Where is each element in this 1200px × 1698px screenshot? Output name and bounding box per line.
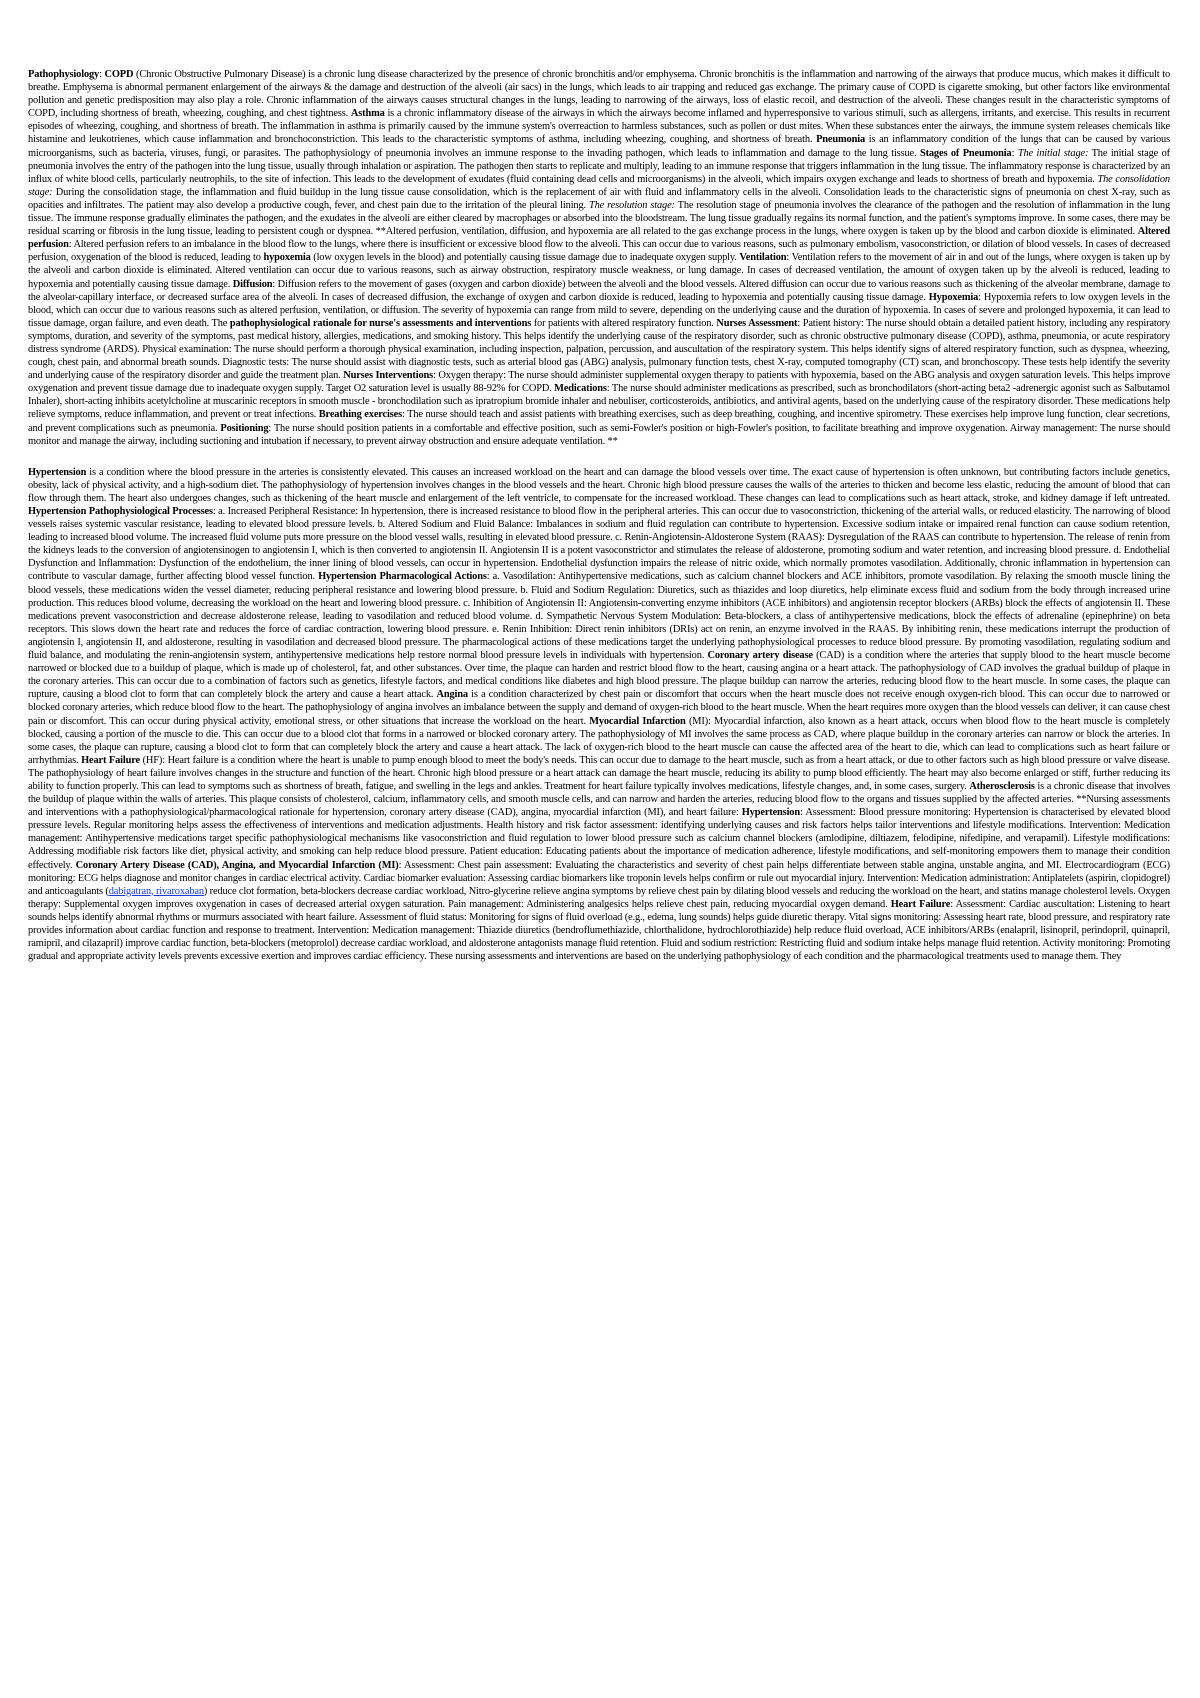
text-nurses-assessment: : Patient history: The nurse should obtain a detailed patient history, including any respiratory symptoms, duration, and severity of the symptoms, past medical history, allergies, medications, and smoking history. This helps identify the underlying cause of the respiratory disorder, such as chronic obstructive pulmonary disease (COPD), asthma, pneumonia, or acute respiratory distress syndrome (ARDS). Physical examination: The nurse should perform a thorough physical examination, including inspection, palpation, percussion, and auscultation of the respiratory system. This helps identify signs of altered respiratory function, such as dyspnea, wheezing, cough, chest pain, and abnormal breath sounds. Diagnostic tests: The nurse should assist with diagnostic tests, such as arterial blood gas (ABG) analysis, pulmonary function tests, chest X-ray, computed tomography (CT) scan, and bronchoscopy. These tests help identify the severity and underlying cause of the respiratory disorder and guide the treatment plan. (28, 317, 1171, 382)
heading-htn-pharmacological: Hypertension Pharmacological Actions (318, 571, 487, 583)
term-pneumonia: Pneumonia (816, 134, 865, 146)
text-htn-processes: : a. Increased Peripheral Resistance: In hypertension, there is increased resistance to blood flow in the peripheral arteries. This can occur due to vasoconstriction, thickening of the arterial walls, or reduced elasticity. The narrowing of blood vessels raises systemic vascular resistance, leading to elevated blood pressure levels. b. Altered Sodium and Fluid Balance: Imbalances in sodium and fluid regulation can contribute to hypertension. Excessive sodium intake or impaired renal function can cause sodium retention, leading to increased blood volume. The increased fluid volume puts more pressure on the blood vessel walls, resulting in elevated blood pressure. c. Renin-Angiotensin-Aldosterone System (RAAS): Dysregulation of the RAAS can contribute to hypertension. The release of renin from the kidneys leads to the conversion of angiotensinogen to angiotensin I, which is then converted to angiotensin II. Angiotensin II is a potent vasoconstrictor and stimulates the release of aldosterone, promoting sodium and water retention, and increasing blood pressure. d. Endothelial Dysfunction and Inflammation: Dysfunction of the endothelium, the inner lining of blood vessels, can occur in hypertension. Endothelial dysfunction impairs the release of nitric oxide, which normally promotes vasodilation. Additionally, chronic inflammation in hypertension can contribute to vascular damage, further affecting blood vessel function. (28, 506, 1170, 583)
text-myocardial-infarction: (MI): Myocardial infarction, also known as a heart attack, occurs when blood flow to the heart muscle is completely blocked, causing a portion of the muscle to die. This can occur due to a blood clot that forms in a narrowed or blocked coronary artery. The pathophysiology of MI involves the same process as CAD, where plaque buildup in the coronary arteries can narrow or block the arteries. In some cases, the plaque can rupture, causing a blood clot to form that can completely block the artery and cause a heart attack. The lack of oxygen-rich blood to the heart muscle can cause the affected area of the heart to die, which can lead to complications such as heart failure or arrhythmias. (28, 715, 1170, 766)
text-htn-pharmacological: : a. Vasodilation: Antihypertensive medications, such as calcium channel blockers and ACE inhibitors, promote vasodilation. By relaxing the smooth muscle lining the blood vessels, these medications widen the vessel diameter, reducing peripheral resistance and lowering blood pressure. b. Fluid and Sodium Regulation: Diuretics, such as thiazides and loop diuretics, help eliminate excess fluid and sodium from the body through increased urine production. This reduces blood volume, decreasing the workload on the heart and lowering blood pressure. c. Inhibition of Angiotensin II: Angiotensin-converting enzyme inhibitors (ACE inhibitors) and angiotensin receptor blockers (ARBs) block the effects of angiotensin II. These medications prevent vasoconstriction and decrease aldosterone release, leading to vasodilation and reduced blood volume. d. Sympathetic Nervous System Modulation: Beta-blockers, a class of antihypertensive medications, block the effects of adrenaline (epinephrine) on beta receptors. This slows down the heart rate and reduces the force of cardiac contraction, lowering blood pressure. e. Renin Inhibition: Direct renin inhibitors (DRIs) act on renin, an enzyme involved in the RAAS. By inhibiting renin, these medications interrupt the production of angiotensin I, angiotensin II, and aldosterone, resulting in vasodilation and decreased blood pressure. The pharmacological actions of these medications target the underlying pathophysiological processes to reduce blood pressure. By promoting vasodilation, regulating sodium and fluid balance, and modulating the renin-angiotensin system, antihypertensive medications help restore normal blood pressure levels in individuals with hypertension. (28, 571, 1171, 662)
text-hypertension-nursing: : Assessment: Blood pressure monitoring: Hypertension is characterised by elevated blood pressure levels. Regular monitoring helps assess the effectiveness of interventions and medication adjustments. Health history and risk factor assessment: identifying underlying causes and risk factors helps tailor interventions and lifestyle modifications. Intervention: Medication management: Antihypertensive medications target specific pathophysiological mechanisms like vasoconstriction and fluid regulation to lower blood pressure such as calcium channel blockers (amlodipine, diltiazem, felodipine, nifedipine, and verapamil). Lifestyle modifications: Addressing modifiable risk factors like diet, physical activity, and smoking can help reduce blood pressure. Patient education: Educating patients about the importance of medication adherence, lifestyle modifications, and self-monitoring empowers them to manage their condition effectively. (28, 807, 1170, 871)
term-hypoxemia-inline: hypoxemia (263, 252, 311, 264)
text-positioning: : The nurse should position patients in a comfortable and effective position, such as semi-Fowler's position or high-Fowler's position, to facilitate breathing and improve oxygenation. Airway management: The nurse should monitor and manage the airway, including suctioning and intubation if necessary, to prevent airway obstruction and ensure adequate ventilation. ** (28, 422, 1170, 447)
text-atherosclerosis: is a chronic disease that involves the buildup of plaque within the walls of arteries. This plaque consists of cholesterol, calcium, inflammatory cells, and smooth muscle cells, and can narrow and harden the arteries, reducing blood flow to the organs and tissues supplied by the affected arteries. **Nursing assessments and interventions with a pathophysiological/pharmacological rationale for hypertension, coronary artery disease (CAD), angina, myocardial infarction (MI), and heart failure: (28, 780, 1170, 819)
term-angina: Angina (436, 689, 468, 701)
text-heart-failure-nursing: : Assessment: Cardiac auscultation: Listening to heart sounds helps identify abnormal rhythms or murmurs associated with heart failure. Assessment of fluid status: Monitoring for signs of fluid overload (e.g., edema, lung sounds) helps guide diuretic therapy. Vital signs monitoring: Assessing heart rate, blood pressure, and respiratory rate provides information about cardiac function and response to treatment. Intervention: Medication management: Thiazide diuretics (bendroflumethiazide, chlorthalidone, hydrochlorothiazide) help reduce fluid overload, ACE inhibitors/ARBs (enalapril, lisinopril, perindopril, quinapril, ramipril, and cilazapril) improve cardiac function, beta-blockers (metoprolol) decrease cardiac workload, and aldosterone antagonists manage fluid retention. Fluid and sodium restriction: Restricting fluid and sodium intake helps manage fluid retention. Activity monitoring: Promoting gradual and appropriate activity levels prevents excessive exertion and improves cardiac efficiency. These nursing assessments and interventions are based on the underlying pathophysiology of each condition and the pharmacological treatments used to manage them. They (28, 898, 1170, 963)
text-hypertension: is a condition where the blood pressure in the arteries is consistently elevated. This causes an increased workload on the heart and can damage the blood vessels over time. The exact cause of hypertension is often unknown, but contributing factors include genetics, obesity, lack of physical activity, and a high-sodium diet. The pathophysiology of hypertension involves changes in the blood vessels and the heart. Chronic high blood pressure causes the walls of the arteries to thicken and become less elastic, reducing the amount of blood that can flow through them. The heart also undergoes changes, such as thickening of the heart muscle and enlargement of the left ventricle, to compensate for the increased workload. These changes can lead to complications such as heart attack, stroke, and kidney damage if left untreated. (28, 466, 1170, 504)
text-consolidation-stage: During the consolidation stage, the inflammation and fluid buildup in the lung tissue cause consolidation, which is the replacement of air with fluid and inflammatory cells in the alveoli. Consolidation leads to the characteristic signs of pneumonia on chest X-ray, such as opacities and infiltrates. The patient may also develop a productive cough, fever, and chest pain due to the irritation of the pleural lining. (28, 186, 1170, 211)
text-pneumonia: is an inflammatory condition of the lungs that can be caused by various microorganisms, such as bacteria, viruses, fungi, or parasites. The pathophysiology of pneumonia involves an immune response to the invading pathogen, which leads to inflammation and damage to the lung tissue. (28, 134, 1170, 159)
text-copd: (Chronic Obstructive Pulmonary Disease) is a chronic lung disease characterized by the presence of chronic bronchitis and/or emphysema. Chronic bronchitis is the inflammation and narrowing of the airways that produce mucus, which makes it difficult to breathe. Emphysema is abnormal permanent enlargement of the airways & the damage and destruction of the alveoli (air sacs) in the lungs, which leads to air trapping and reduced gas exchange. The primary cause of COPD is cigarette smoking, but other factors like environmental pollution and genetic predisposition may also play a role. Chronic inflammation of the airways causes structural changes in the lungs, leading to narrowing of the airways, loss of elastic recoil, and destruction of the alveoli. These changes result in the characteristic symptoms of COPD, including shortness of breath, wheezing, coughing, and chest tightness. (28, 69, 1170, 120)
term-copd: COPD (104, 69, 134, 80)
heading-heart-failure-nursing: Heart Failure (890, 898, 951, 910)
text-asthma: is a chronic inflammatory disease of the airways in which the airways become inflamed and hyperresponsive to various stimuli, such as allergens, irritants, and exercise. This results in recurrent episodes of wheezing, coughing, and shortness of breath. The inflammation in asthma is primarily caused by the immune system's overreaction to harmless substances, such as pollen or dust mites. When these substances enter the airways, the immune system releases chemicals like histamine and leukotrienes, which cause inflammation and bronchoconstriction. This leads to the characteristic symptoms of asthma, including wheezing, coughing, and shortness of breath. (28, 108, 1170, 146)
anticoagulants-link[interactable]: dabigatran, rivaroxaban (108, 885, 204, 897)
text-hypoxemia-inline: (low oxygen levels in the blood) and potentially causing tissue damage due to inadequate oxygen supply. (310, 252, 740, 264)
heading-stages-of-pneumonia: Stages of Pneumonia (919, 147, 1012, 159)
term-atherosclerosis: Atherosclerosis (969, 780, 1035, 792)
text-diffusion: : Diffusion refers to the movement of gases (oxygen and carbon dioxide) between the alveoli and the blood vessels. Altered diffusion can occur due to various reasons such as thickening of the alveolar membrane, damage to the alveolar-capillary interface, or decreased surface area of the alveoli. In cases of decreased diffusion, the exchange of oxygen and carbon dioxide is reduced, leading to hypoxemia and potentially causing tissue damage. (28, 278, 1170, 303)
term-resolution-stage: The resolution stage: (588, 199, 675, 211)
term-altered-perfusion: Altered perfusion (28, 226, 1170, 251)
text-initial-stage: The initial stage of pneumonia involves the entry of the pathogen into the lung tissue, usually through inhalation or aspiration. The pathogen then starts to replicate and multiply, leading to an immune response that triggers inflammation in the lung tissue. The inflammatory response is characterized by an influx of white blood cells, particularly neutrophils, to the site of infection. This leads to the development of exudates (fluid containing dead cells and microorganisms) in the alveoli, which impairs oxygen exchange and leads to shortness of breath and hypoxemia. (28, 147, 1170, 185)
text-heart-failure: (HF): Heart failure is a condition where the heart is unable to pump enough blood to meet the body's needs. This can occur due to damage to the heart muscle, such as from a heart attack, or due to other factors such as high blood pressure or valve disease. The pathophysiology of heart failure involves changes in the structure and function of the heart. Chronic high blood pressure or a heart attack can damage the heart muscle, reducing its ability to pump blood efficiently. The heart may also become enlarged or stiff, further reducing its ability to function properly. This can lead to symptoms such as shortness of breath, fatigue, and swelling in the legs and ankles. Treatment for heart failure typically involves medications, lifestyle changes, and, in some cases, surgery. (28, 754, 1170, 792)
term-heart-failure: Heart Failure (81, 754, 140, 766)
text-breathing-exercises: : The nurse should teach and assist patients with breathing exercises, such as deep breathing, coughing, and incentive spirometry. These exercises help improve lung function, clear secretions, and prevent complications such as pneumonia. (28, 409, 1170, 434)
term-breathing-exercises: Breathing exercises (318, 409, 402, 421)
text-angina: is a condition characterized by chest pain or discomfort that occurs when the heart muscle does not receive enough oxygen-rich blood. This can occur due to narrowed or blocked coronary arteries, which reduce blood flow to the heart. The pathophysiology of angina involves an imbalance between the supply and demand of oxygen-rich blood to the heart muscle. When the heart requires more oxygen than the blood vessels can deliver, it can cause chest pain or discomfort. This can occur during physical activity, emotional stress, or other situations that increase the workload on the heart. (28, 689, 1171, 727)
term-medications: Medications (554, 383, 607, 395)
heading-pathophysiology: Pathophysiology (28, 69, 100, 80)
term-asthma: Asthma (350, 108, 385, 120)
cardiovascular-section (28, 466, 1170, 964)
term-consolidation-stage: The consolidation stage: (28, 173, 1170, 198)
heading-hypertension-nursing: Hypertension (741, 807, 800, 819)
term-myocardial-infarction: Myocardial Infarction (589, 715, 686, 727)
term-hypoxemia: Hypoxemia (928, 291, 979, 303)
term-hypertension: Hypertension (28, 466, 87, 478)
term-initial-stage: The initial stage: (1017, 147, 1089, 159)
term-positioning: Positioning (220, 422, 269, 434)
text-cad-interventions: ) reduce clot formation, beta-blockers decrease cardiac workload, Nitro-glycerine relieve angina symptoms by relieve chest pain by dilating blood vessels and reducing the workload on the heart, and statins manage cholesterol levels. Oxygen therapy: Supplemental oxygen improves oxygenation in cases of decreased arterial oxygen saturation. Pain management: Administering analgesics helps relieve chest pain, reducing myocardial oxygen demand. (28, 885, 1170, 910)
text-nurses-interventions: : Oxygen therapy: The nurse should administer supplemental oxygen therapy to patients with hypoxemia, based on the ABG analysis and oxygen saturation levels. This helps improve oxygenation and prevent tissue damage due to inadequate oxygen supply. Target O2 saturation level is usually 88-92% for COPD. (28, 370, 1170, 395)
term-rationale: pathophysiological rationale for nurse's assessments and interventions (229, 317, 532, 329)
text-resolution-stage: The resolution stage of pneumonia involves the clearance of the pathogen and the resolution of inflammation in the lung tissue. The immune response gradually eliminates the pathogen, and the exudates in the alveoli are either cleared by macrophages or absorbed into the bloodstream. The lung tissue gradually regains its normal function, and the patient's symptoms improve. In some cases, there may be residual scarring or fibrosis in the lung tissue, leading to persistent cough or dyspnea. **Altered perfusion, ventilation, diffusion, and hypoxemia are all related to the gas exchange process in the lungs, where oxygen is taken up by the blood and carbon dioxide is eliminated. (28, 199, 1170, 238)
text-hypoxemia: : Hypoxemia refers to low oxygen levels in the blood, which can occur due to various reasons such as altered perfusion, ventilation, or diffusion. The severity of hypoxemia can range from mild to severe, depending on the underlying cause and the duration of hypoxemia. In cases of severe and prolonged hypoxemia, it can lead to tissue damage, organ failure, and even death. The (28, 291, 1170, 329)
term-coronary-artery-disease: Coronary artery disease (707, 650, 813, 662)
term-ventilation: Ventilation (739, 252, 787, 264)
term-diffusion: Diffusion (232, 278, 273, 290)
text-medications: : The nurse should administer medications as prescribed, such as bronchodilators (short-acting beta2 -adrenergic agonist such as Salbutamol Inhaler), short-acting inhibits acetylcholine at muscarinic receptors in smooth muscle - bronchodilation such as ipratropium bromide inhaler and nebuliser, corticosteroids, antibiotics, and antiviral agents, based on the underlying cause of the respiratory disorder. These medications help relieve symptoms, reduce inflammation, and prevent or treat infections. (28, 383, 1170, 421)
text-cad-angina-mi-nursing: : Assessment: Chest pain assessment: Evaluating the characteristics and severity of chest pain helps differentiate between stable angina, unstable angina, and MI. Electrocardiogram (ECG) monitoring: ECG helps diagnose and monitor changes in cardiac electrical activity. Cardiac biomarker evaluation: Assessing cardiac biomarkers like troponin levels helps confirm or rule out myocardial injury. Intervention: Medication administration: Antiplatelets (aspirin, clopidogrel) and anticoagulants ( (28, 859, 1170, 897)
heading-nurses-interventions: Nurses Interventions (343, 370, 434, 382)
copd-respiratory-section: Pathophysiology: COPD (Chronic Obstructive Pulmonary Disease) is a chronic lung disease characterized by the presence of chronic bronchitis and/or emphysema. Chronic bronchitis is the inflammation and narrowing of the airways that produce mucus, which makes it difficult to breathe. Emphysema is abnormal permanent enlargement of the airways & the damage and destruction of the alveoli (air sacs) in the lungs, which leads to air trapping and reduced gas exchange. The primary cause of COPD is cigarette smoking, but other factors like environmental pollution and genetic predisposition may also play a role. Chronic inflammation of the airways causes structural changes in the lungs, leading to narrowing of the airways, loss of elastic recoil, and destruction of the alveoli. These changes result in the characteristic symptoms of COPD, including shortness of breath, wheezing, coughing, and chest tightness. Asthma is a chronic inflammatory disease of the airways in which the airways become inflamed and hyperresponsive to various stimuli, such as allergens, irritants, and exercise. This results in recurrent episodes of wheezing, coughing, and shortness of breath. The inflammation in asthma is primarily caused by the immune system's overreaction to harmless substances, such as pollen or dust mites. When these substances enter the airways, the immune system releases chemicals like histamine and leukotrienes, which cause inflammation and bronchoconstriction. This leads to the characteristic symptoms of asthma, including wheezing, coughing, and shortness of breath. Pneumonia is an inflammatory condition of the lungs that can be caused by various microorganisms, such as bacteria, viruses, fungi, or parasites. The pathophysiology of pneumonia involves an immune response to the invading pathogen, which leads to inflammation and damage to the lung tissue. Stages of Pneumonia: The initial stage: The initial stage of pneumonia involves the entry of the pathogen into the lung tissue, usually through inhalation or aspiration. The pathogen then starts to replicate and multiply, leading to an immune response that triggers inflammation in the lung tissue. The inflammatory response is characterized by an influx of white blood cells, particularly neutrophils, to the site of infection. This leads to the development of exudates (fluid containing dead cells and microorganisms) in the alveoli, which impairs oxygen exchange and leads to shortness of breath and hypoxemia. The consolidation stage: During the consolidation stage, the inflammation and fluid buildup in the lung tissue cause consolidation, which is the replacement of air with fluid and inflammatory cells in the alveoli. Consolidation leads to the characteristic signs of pneumonia on chest X-ray, such as opacities and infiltrates. The patient may also develop a productive cough, fever, and chest pain due to the irritation of the pleural lining. The resolution stage: The resolution stage of pneumonia involves the clearance of the pathogen and the resolution of inflammation in the lung tissue. The immune response gradually eliminates the pathogen, and the exudates in the alveoli are either cleared by macrophages or absorbed into the bloodstream. The lung tissue gradually regains its normal function, and the patient's symptoms improve. In some cases, there may be residual scarring or fibrosis in the lung tissue, leading to persistent cough or dyspnea. **Altered perfusion, ventilation, diffusion, and hypoxemia are all related to the gas exchange process in the lungs, where oxygen is taken up by the blood and carbon dioxide is eliminated. Altered perfusion: Altered perfusion refers to an imbalance in the blood flow to the lungs, where there is insufficient or excessive blood flow to the alveoli. This can occur due to various reasons, such as pulmonary embolism, vasoconstriction, or dilation of blood vessels. In cases of decreased perfusion, oxygenation of the blood is reduced, leading to hypoxemia (low oxygen levels in the blood) and potentially causing tissue damage due to inadequate oxygen supply. Ventilation: Ventilation refers to the movement of air in and out of the lungs, where oxygen is taken up by the alveoli and carbon dioxide is eliminated. Altered ventilation can occur due to various reasons, such as airway obstruction, respiratory muscle weakness, or lung damage. In cases of decreased ventilation, the amount of oxygen taken up by the alveoli is reduced, leading to hypoxemia and potentially causing tissue damage. Diffusion: Diffusion refers to the movement of gases (oxygen and carbon dioxide) between the alveoli and the blood vessels. Altered diffusion can occur due to various reasons such as thickening of the alveolar membrane, damage to the alveolar-capillary interface, or decreased surface area of the alveoli. In cases of decreased diffusion, the exchange of oxygen and carbon dioxide is reduced, leading to hypoxemia and potentially causing tissue damage. Hypoxemia: Hypoxemia refers to low oxygen levels in the blood, which can occur due to various reasons such as altered perfusion, ventilation, or diffusion. The severity of hypoxemia can range from mild to severe, depending on the underlying cause and the duration of hypoxemia. In cases of severe and prolonged hypoxemia, it can lead to tissue damage, organ failure, and even death. The pathophysiological rationale for nurse's assessments and interventions for patients with altered respiratory function. Nurses Assessment: Patient history: The nurse should obtain a detailed patient history, including any respiratory symptoms, duration, and severity of the symptoms, past medical history, allergies, medications, and smoking history. This helps identify the underlying cause of the respiratory disorder, such as chronic obstructive pulmonary disease (COPD), asthma, pneumonia, or acute respiratory distress syndrome (ARDS). Physical examination: The nurse should perform a thorough physical examination, including inspection, palpation, percussion, and auscultation of the respiratory system. This helps identify signs of altered respiratory function, such as dyspnea, wheezing, cough, chest pain, and abnormal breath sounds. Diagnostic tests: The nurse should assist with diagnostic tests, such as arterial blood gas (ABG) analysis, pulmonary function tests, chest X-ray, computed tomography (CT) scan, and bronchoscopy. These tests help identify the severity and underlying cause of the respiratory disorder and guide the treatment plan. Nurses Interventions: Oxygen therapy: The nurse should administer supplemental oxygen therapy to patients with hypoxemia, based on the ABG analysis and oxygen saturation levels. This helps improve oxygenation and prevent tissue damage due to inadequate oxygen supply. Target O2 saturation level is usually 88-92% for COPD. Medications: The nurse should administer medications as prescribed, such as bronchodilators (short-acting beta2 -adrenergic agonist such as Salbutamol Inhaler), short-acting inhibits acetylcholine at muscarinic receptors in smooth muscle - bronchodilation such as ipratropium bromide inhaler and nebuliser, corticosteroids, antibiotics, and antiviral agents, based on the underlying cause of the respiratory disorder. These medications help relieve symptoms, reduce inflammation, and prevent or treat infections. Breathing exercises: The nurse should teach and assist patients with breathing exercises, such as deep breathing, coughing, and incentive spirometry. These exercises help improve lung function, clear secretions, and prevent complications such as pneumonia. Positioning: The nurse should position patients in a comfortable and effective position, such as semi-Fowler's position or high-Fowler's position, to facilitate breathing and improve oxygenation. Airway management: The nurse should monitor and manage the airway, including suctioning and intubation if necessary, to prevent airway obstruction and ensure adequate ventilation. ** (28, 69, 1171, 447)
text-rationale: for patients with altered respiratory function. (531, 317, 717, 329)
text-altered-perfusion: : Altered perfusion refers to an imbalance in the blood flow to the lungs, where there is insufficient or excessive blood flow to the alveoli. This can occur due to various reasons, such as pulmonary embolism, vasoconstriction, or dilation of blood vessels. In cases of decreased perfusion, oxygenation of the blood is reduced, leading to (28, 239, 1170, 264)
document-page (28, 68, 1170, 963)
heading-nurses-assessment: Nurses Assessment (716, 317, 798, 329)
heading-htn-processes: Hypertension Pathophysiological Processes (28, 506, 213, 517)
heading-cad-angina-mi-nursing: Coronary Artery Disease (CAD), Angina, and Myocardial Infarction (MI) (75, 859, 399, 871)
text-ventilation: : Ventilation refers to the movement of air in and out of the lungs, where oxygen is taken up by the alveoli and carbon dioxide is eliminated. Altered ventilation can occur due to various reasons, such as airway obstruction, respiratory muscle weakness, or lung damage. In cases of decreased ventilation, the amount of oxygen taken up by the alveoli is reduced, leading to hypoxemia and potentially causing tissue damage. (28, 252, 1170, 290)
text-coronary-artery-disease: (CAD) is a condition where the arteries that supply blood to the heart muscle become narrowed or blocked due to a buildup of plaque, which is made up of cholesterol, fat, and other substances. Over time, the plaque can harden and restrict blood flow to the heart, causing angina or a heart attack. The pathophysiology of CAD involves the gradual buildup of plaque in the coronary arteries. This can occur due to a combination of factors such as genetics, lifestyle factors, and medical conditions like diabetes and high blood pressure. The plaque buildup can narrow the arteries, reducing blood flow to the heart muscle. In some cases, the plaque can rupture, causing a blood clot to form that can completely block the artery and cause a heart attack. (28, 650, 1170, 701)
